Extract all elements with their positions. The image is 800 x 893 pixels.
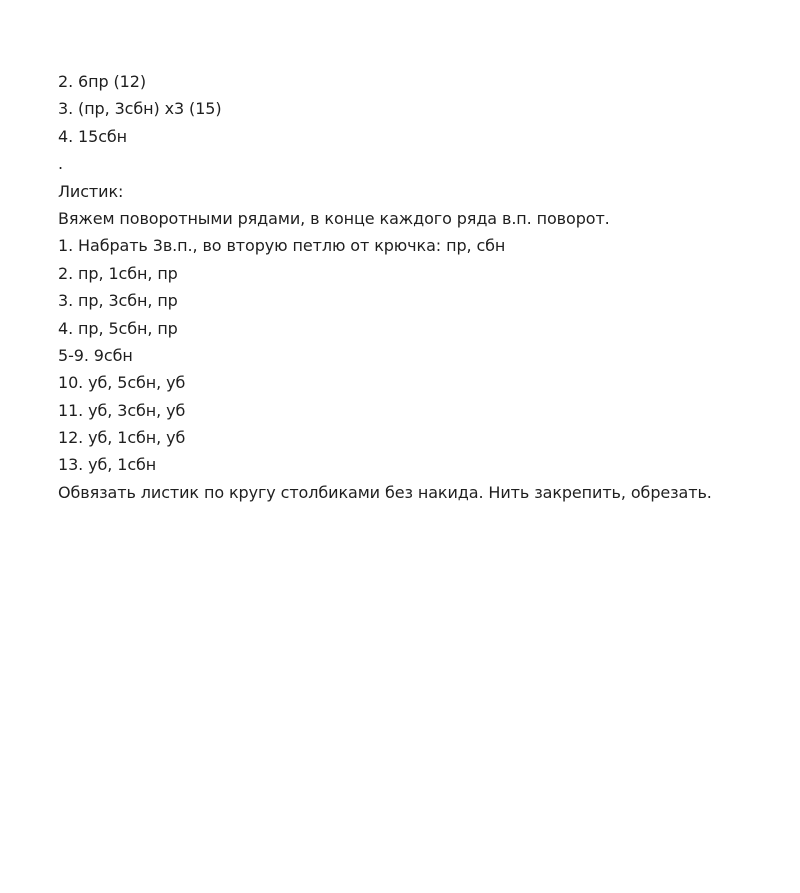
document-text xyxy=(58,68,778,506)
text-line: Вяжем поворотными рядами, в конце каждого ряда в.п. поворот. xyxy=(58,208,610,228)
text-line: 3. (пр, 3сбн) х3 (15) xyxy=(58,99,222,119)
text-line: . xyxy=(58,154,63,174)
text-line: 13. уб, 1сбн xyxy=(58,455,157,475)
text-line: 4. пр, 5сбн, пр xyxy=(58,318,178,338)
section-heading: Листик: xyxy=(58,181,124,201)
text-line: 3. пр, 3сбн, пр xyxy=(58,291,178,311)
text-line: 11. уб, 3сбн, уб xyxy=(58,400,186,420)
text-line: 2. пр, 1сбн, пр xyxy=(58,263,178,283)
text-line: Обвязать листик по кругу столбиками без накида. Нить закрепить, обрезать. xyxy=(58,482,712,502)
text-line: 1. Набрать 3в.п., во вторую петлю от крючка: пр, сбн xyxy=(58,236,506,256)
text-line: 4. 15сбн xyxy=(58,126,128,146)
text-line: 2. 6пр (12) xyxy=(58,72,146,91)
text-line: 12. уб, 1сбн, уб xyxy=(58,428,186,448)
text-line: 10. уб, 5сбн, уб xyxy=(58,373,186,393)
text-line: 5-9. 9сбн xyxy=(58,345,133,365)
